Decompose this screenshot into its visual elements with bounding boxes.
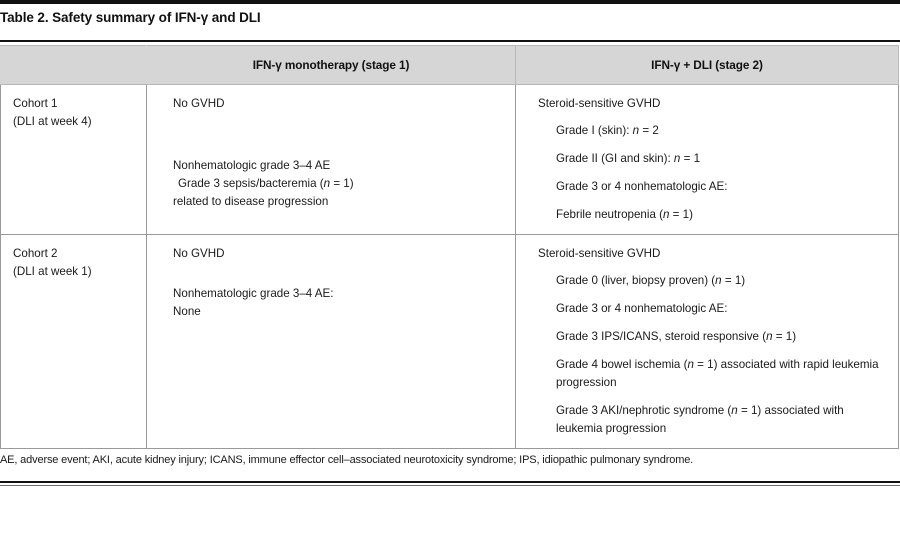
cohort-1-dli-item-text: Grade 3 or 4 nonhematologic AE: [556,180,728,193]
cohort-1-dli-item-text: Febrile neutropenia ( [556,208,663,221]
cohort-2-dli-item [556,356,888,392]
cohort-1-timing: (DLI at week 4) [13,115,92,128]
column-header-dli: IFN-γ + DLI (stage 2) [516,46,899,85]
cell-cohort-2-monotherapy [147,235,516,449]
cohort-2-mono-ae-heading: Nonhematologic grade 3–4 AE: [173,287,334,300]
cohort-1-mono-gvhd: No GVHD [173,97,225,110]
cohort-1-name: Cohort 1 [13,97,58,110]
cohort-1-dli-item-text: Grade II (GI and skin): [556,152,674,165]
cohort-2-dli-item-n-symbol: n [687,358,694,371]
cohort-2-dli-item-text: Grade 3 AKI/nephrotic syndrome ( [556,404,732,417]
cohort-1-mono-ae-item-text: Grade 3 sepsis/bacteremia ( [178,177,324,190]
cohort-1-dli-item-n-symbol: n [632,124,640,137]
cohort-2-mono-ae-value: None [173,305,201,318]
cohort-1-dli-item [556,178,888,196]
cohort-2-dli-item [556,300,888,318]
safety-summary-table [0,45,899,449]
table-row-cohort-1 [1,85,899,235]
cohort-2-dli-item-n-value: = 1) [772,330,797,343]
cohort-2-dli-item [556,272,888,290]
cohort-1-dli-item-n-symbol: n [662,208,670,221]
column-header-blank [1,46,147,85]
cohort-2-dli-item-n-value: = 1) associated with rapid leukemia progression [556,358,879,389]
cohort-1-mono-ae-note: related to disease progression [173,195,329,208]
cell-cohort-1-label [1,85,147,235]
cohort-1-mono-ae-heading: Nonhematologic grade 3–4 AE [173,159,331,172]
cell-cohort-2-dli [516,235,899,449]
table-header-row [1,46,899,85]
title-rule-divider [0,40,900,42]
cohort-1-dli-item-n-value: = 2 [639,124,659,137]
bottom-rule-divider-secondary [0,485,900,486]
cohort-1-dli-item [556,150,888,168]
cell-cohort-1-monotherapy [147,85,516,235]
table-body [1,85,899,449]
cohort-2-timing: (DLI at week 1) [13,265,92,278]
table-row-cohort-2 [1,235,899,449]
cohort-1-dli-item-n-symbol: n [673,152,681,165]
cohort-2-dli-item-n-symbol: n [715,274,722,287]
cohort-2-dli-item-n-symbol: n [766,330,773,343]
cohort-2-dli-item-n-symbol: n [731,404,738,417]
cohort-1-dli-heading: Steroid-sensitive GVHD [538,97,661,110]
cohort-2-dli-item-text: Grade 0 (liver, biopsy proven) ( [556,274,716,287]
cell-cohort-1-dli [516,85,899,235]
cohort-2-dli-item [556,328,888,346]
cell-cohort-2-label [1,235,147,449]
table-title: Table 2. Safety summary of IFN-γ and DLI [0,10,261,25]
spacer [173,113,505,157]
cohort-1-mono-ae-item [173,175,505,193]
cohort-2-dli-item-text: Grade 3 IPS/ICANS, steroid responsive ( [556,330,767,343]
cohort-1-dli-item [556,206,888,224]
cohort-1-dli-item-text: Grade I (skin): [556,124,633,137]
cohort-1-dli-item [556,122,888,140]
cohort-2-mono-gvhd: No GVHD [173,247,225,260]
table-footnote: AE, adverse event; AKI, acute kidney injury; ICANS, immune effector cell–associated neurotoxicity syndrome; IPS, idiopathic pulmonary syndrome. [0,454,694,466]
cohort-1-mono-ae-n-symbol: n [323,177,331,190]
spacer [173,263,505,285]
cohort-2-dli-item-text: Grade 3 or 4 nonhematologic AE: [556,302,728,315]
cohort-1-mono-ae-n-value: = 1) [330,177,354,190]
column-header-monotherapy: IFN-γ monotherapy (stage 1) [147,46,516,85]
cohort-2-dli-item-n-value: = 1) associated with leukemia progression [556,404,844,435]
cohort-2-dli-item [556,402,888,438]
bottom-rule-divider-primary [0,481,900,483]
cohort-1-dli-item-n-value: = 1 [680,152,701,165]
top-rule-divider [0,0,900,4]
cohort-2-dli-heading: Steroid-sensitive GVHD [538,247,661,260]
table-header [1,46,899,85]
cohort-2-name: Cohort 2 [13,247,58,260]
cohort-1-dli-item-n-value: = 1) [669,208,693,221]
cohort-2-dli-item-n-value: = 1) [721,274,746,287]
cohort-2-dli-item-text: Grade 4 bowel ischemia ( [556,358,688,371]
